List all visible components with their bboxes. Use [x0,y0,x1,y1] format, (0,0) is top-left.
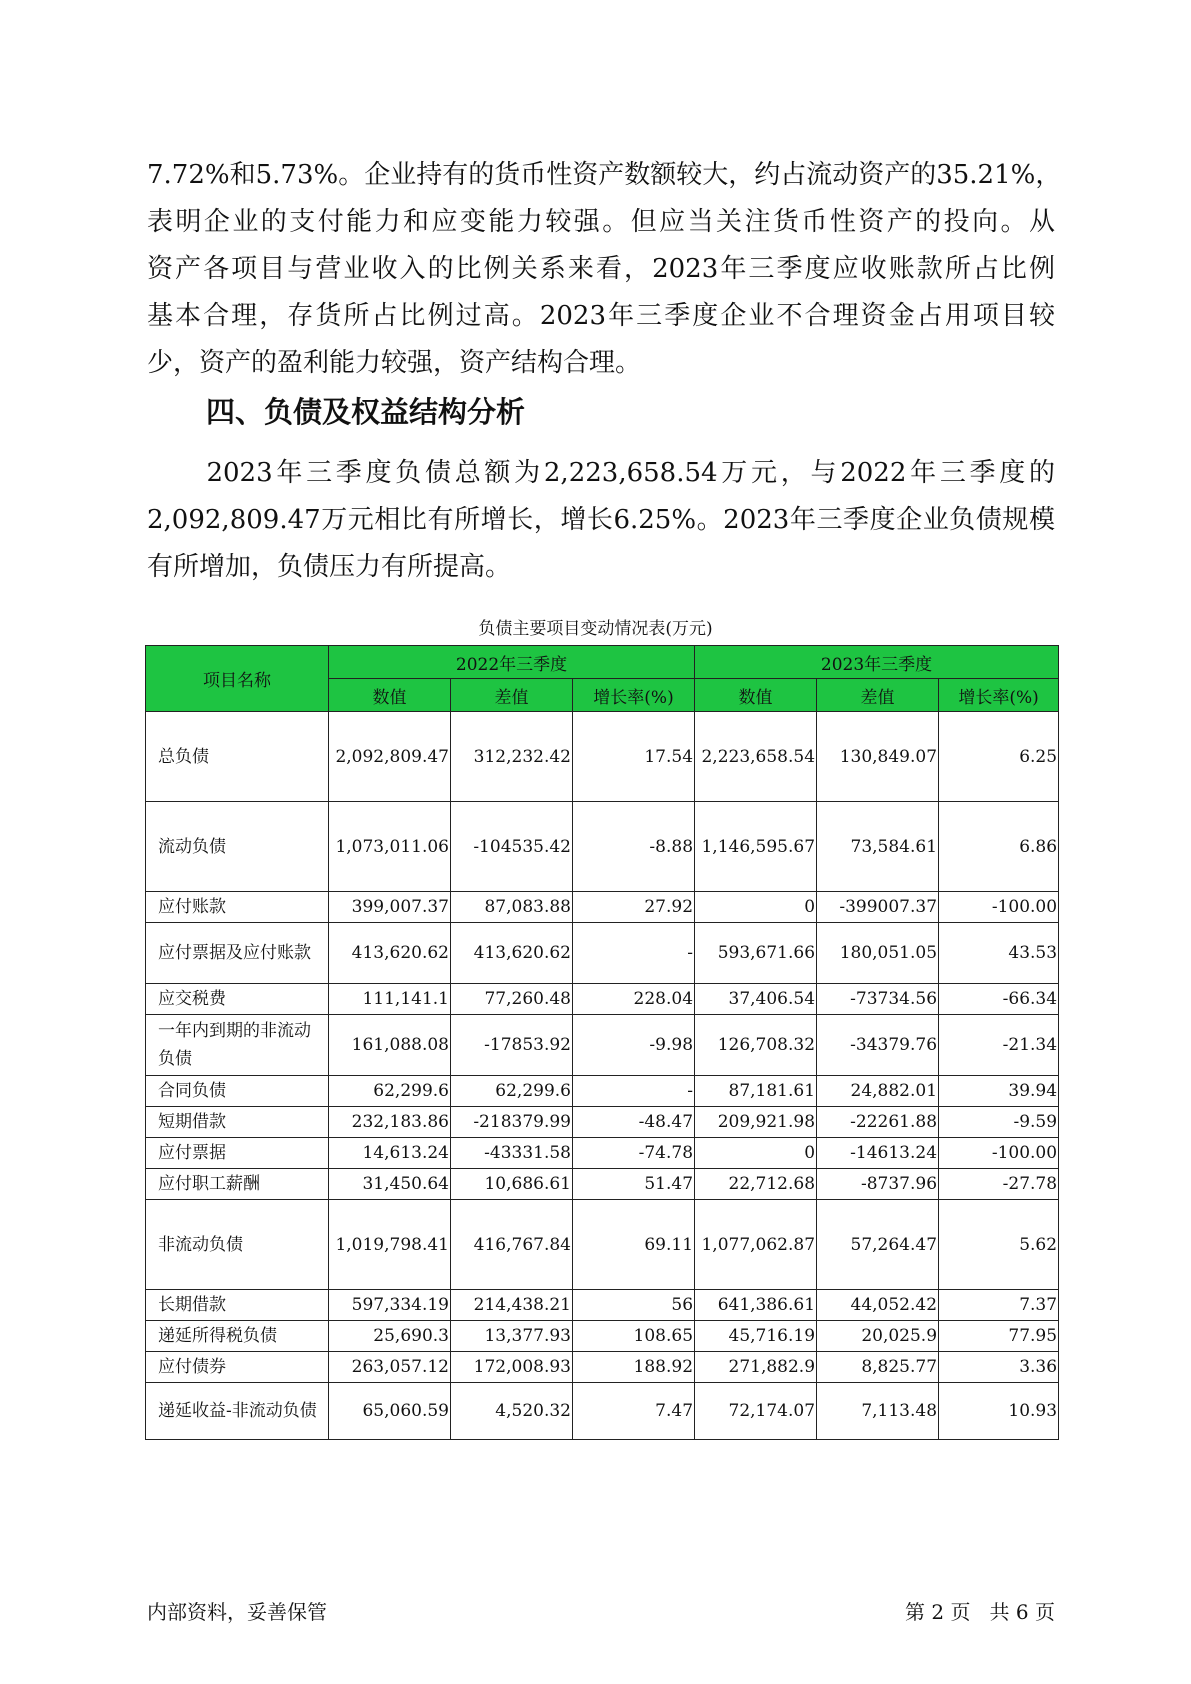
row-cell: 27.92 [573,892,695,923]
paragraph-line: 基本合理，存货所占比例过高。2023年三季度企业不合理资金占用项目较 [147,301,1055,331]
row-cell: 312,232.42 [451,712,573,802]
row-cell: 130,849.07 [817,712,939,802]
row-cell: 62,299.6 [329,1076,451,1107]
header-group-2023: 2023年三季度 [695,646,1059,679]
row-item-name: 一年内到期的非流动负债 [146,1015,329,1076]
row-cell: 62,299.6 [451,1076,573,1107]
row-cell: 43.53 [939,923,1059,984]
footer-page-number: 第 2 页 共 6 页 [905,1600,1055,1624]
row-item-name: 流动负债 [146,802,329,892]
row-cell: -8.88 [573,802,695,892]
row-cell: -218379.99 [451,1107,573,1138]
paragraph-line: 资产各项目与营业收入的比例关系来看，2023年三季度应收账款所占比例 [147,254,1055,284]
row-item-name: 合同负债 [146,1076,329,1107]
row-cell: -21.34 [939,1015,1059,1076]
table-row [146,984,1059,1015]
row-cell: 57,264.47 [817,1200,939,1290]
row-cell: 188.92 [573,1352,695,1383]
paragraph-line: 7.72%和5.73%。企业持有的货币性资产数额较大，约占流动资产的35.21%， [147,160,1062,190]
row-cell: 8,825.77 [817,1352,939,1383]
row-item-name: 非流动负债 [146,1200,329,1290]
row-cell: 69.11 [573,1200,695,1290]
row-item-name: 总负债 [146,712,329,802]
row-cell: 228.04 [573,984,695,1015]
row-cell: 77.95 [939,1321,1059,1352]
row-cell: 6.86 [939,802,1059,892]
row-cell: 1,073,011.06 [329,802,451,892]
row-cell: 72,174.07 [695,1383,817,1440]
row-item-name: 应交税费 [146,984,329,1015]
header-growth: 增长率(%) [573,679,695,712]
row-cell: -9.98 [573,1015,695,1076]
paragraph-line: 少，资产的盈利能力较强，资产结构合理。 [147,348,642,378]
row-cell: 214,438.21 [451,1290,573,1321]
row-cell: 413,620.62 [329,923,451,984]
table-row [146,1169,1059,1200]
paragraph-line: 2023年三季度负债总额为2,223,658.54万元，与2022年三季度的 [147,458,1055,488]
row-cell: 0 [695,892,817,923]
row-cell: 14,613.24 [329,1138,451,1169]
row-cell: 7,113.48 [817,1383,939,1440]
row-cell: 108.65 [573,1321,695,1352]
row-cell: 51.47 [573,1169,695,1200]
row-cell: 6.25 [939,712,1059,802]
row-cell: 413,620.62 [451,923,573,984]
row-cell: 13,377.93 [451,1321,573,1352]
row-cell: 1,146,595.67 [695,802,817,892]
header-diff: 差值 [817,679,939,712]
row-cell: 593,671.66 [695,923,817,984]
row-item-name: 短期借款 [146,1107,329,1138]
row-cell: -100.00 [939,1138,1059,1169]
row-cell: 7.37 [939,1290,1059,1321]
table-row [146,892,1059,923]
row-cell: -74.78 [573,1138,695,1169]
row-cell: - [573,1076,695,1107]
row-item-name: 应付职工薪酬 [146,1169,329,1200]
row-cell: -73734.56 [817,984,939,1015]
row-cell: 161,088.08 [329,1015,451,1076]
header-diff: 差值 [451,679,573,712]
row-cell: 10.93 [939,1383,1059,1440]
row-cell: 2,223,658.54 [695,712,817,802]
row-cell: 39.94 [939,1076,1059,1107]
row-cell: 22,712.68 [695,1169,817,1200]
row-cell: -100.00 [939,892,1059,923]
paragraph-line: 2,092,809.47万元相比有所增长，增长6.25%。2023年三季度企业负债规模 [147,505,1055,535]
row-cell: 73,584.61 [817,802,939,892]
row-cell: -399007.37 [817,892,939,923]
row-cell: -34379.76 [817,1015,939,1076]
row-cell: -17853.92 [451,1015,573,1076]
row-cell: -43331.58 [451,1138,573,1169]
table-row [146,712,1059,802]
table-row [146,1138,1059,1169]
liability-table [145,645,1059,1440]
paragraph-line: 表明企业的支付能力和应变能力较强。但应当关注货币性资产的投向。从 [147,207,1055,237]
header-group-2022: 2022年三季度 [329,646,695,679]
row-cell: -8737.96 [817,1169,939,1200]
table-row [146,1015,1059,1076]
row-cell: 87,083.88 [451,892,573,923]
row-cell: 3.36 [939,1352,1059,1383]
row-cell: 24,882.01 [817,1076,939,1107]
section-heading: 四、负债及权益结构分析 [206,395,526,429]
table-row [146,1321,1059,1352]
table-row [146,1290,1059,1321]
row-cell: - [573,923,695,984]
row-cell: 263,057.12 [329,1352,451,1383]
table-row [146,1107,1059,1138]
paragraph-asset-analysis [147,152,1062,387]
table-row [146,1383,1059,1440]
header-item-name: 项目名称 [146,646,329,712]
row-cell: 1,019,798.41 [329,1200,451,1290]
row-cell: 31,450.64 [329,1169,451,1200]
row-cell: 0 [695,1138,817,1169]
row-cell: 44,052.42 [817,1290,939,1321]
row-cell: 1,077,062.87 [695,1200,817,1290]
footer-confidential: 内部资料，妥善保管 [147,1600,327,1624]
row-cell: 45,716.19 [695,1321,817,1352]
row-cell: -9.59 [939,1107,1059,1138]
row-cell: 87,181.61 [695,1076,817,1107]
row-cell: 7.47 [573,1383,695,1440]
table-row [146,1352,1059,1383]
row-item-name: 应付账款 [146,892,329,923]
row-item-name: 长期借款 [146,1290,329,1321]
row-cell: 20,025.9 [817,1321,939,1352]
row-cell: 56 [573,1290,695,1321]
row-cell: 2,092,809.47 [329,712,451,802]
row-cell: 5.62 [939,1200,1059,1290]
header-value: 数值 [695,679,817,712]
row-cell: 65,060.59 [329,1383,451,1440]
row-cell: -27.78 [939,1169,1059,1200]
row-cell: -14613.24 [817,1138,939,1169]
paragraph-line: 有所增加，负债压力有所提高。 [147,552,512,582]
row-cell: 17.54 [573,712,695,802]
row-cell: 232,183.86 [329,1107,451,1138]
row-item-name: 递延所得税负债 [146,1321,329,1352]
row-cell: 641,386.61 [695,1290,817,1321]
table-row [146,1076,1059,1107]
row-cell: 4,520.32 [451,1383,573,1440]
row-cell: 111,141.1 [329,984,451,1015]
row-cell: 172,008.93 [451,1352,573,1383]
row-cell: -66.34 [939,984,1059,1015]
row-cell: 10,686.61 [451,1169,573,1200]
row-cell: 37,406.54 [695,984,817,1015]
header-growth: 增长率(%) [939,679,1059,712]
row-cell: -104535.42 [451,802,573,892]
row-item-name: 应付债券 [146,1352,329,1383]
row-cell: 77,260.48 [451,984,573,1015]
row-cell: 180,051.05 [817,923,939,984]
table-caption: 负债主要项目变动情况表(万元) [478,619,713,639]
row-cell: -48.47 [573,1107,695,1138]
row-item-name: 应付票据及应付账款 [146,923,329,984]
row-item-name: 递延收益-非流动负债 [146,1383,329,1440]
table-row [146,1200,1059,1290]
row-cell: 399,007.37 [329,892,451,923]
row-cell: 271,882.9 [695,1352,817,1383]
row-item-name: 应付票据 [146,1138,329,1169]
header-value: 数值 [329,679,451,712]
paragraph-liability-summary [147,450,1055,591]
row-cell: 126,708.32 [695,1015,817,1076]
row-cell: 25,690.3 [329,1321,451,1352]
row-cell: 597,334.19 [329,1290,451,1321]
table-row [146,923,1059,984]
row-cell: -22261.88 [817,1107,939,1138]
row-cell: 416,767.84 [451,1200,573,1290]
table-row [146,802,1059,892]
row-cell: 209,921.98 [695,1107,817,1138]
